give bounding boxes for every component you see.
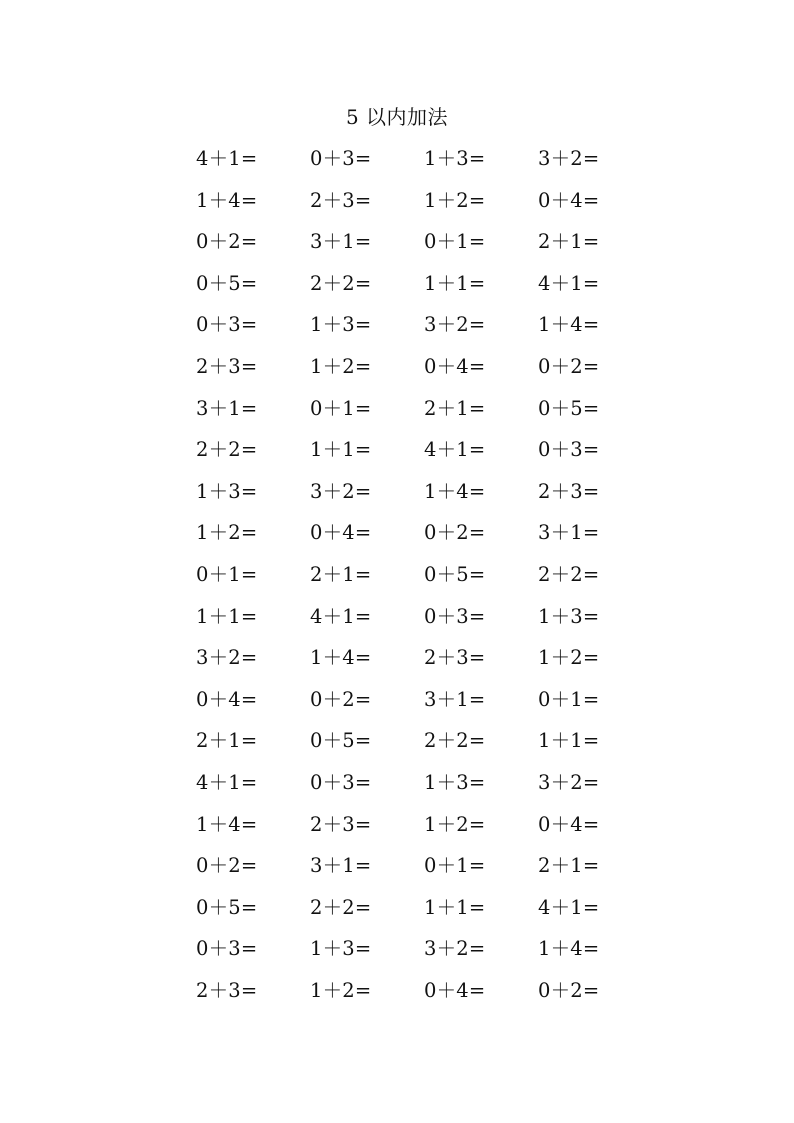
problem-cell: 0＋2=: [196, 854, 258, 878]
problem-cell: 0＋2=: [196, 230, 258, 254]
problem-cell: 0＋3=: [310, 147, 372, 170]
problem-cell: 3＋2=: [196, 646, 258, 670]
problem-cell: 2＋2=: [538, 562, 600, 586]
problem-cell: 1＋4=: [196, 812, 258, 836]
problem-cell: 3＋2=: [310, 479, 372, 503]
worksheet-title: 5 以内加法: [345, 105, 449, 129]
problem-cell: 3＋1=: [538, 521, 600, 545]
problem-cell: 0＋3=: [196, 937, 258, 961]
problem-cell: 1＋2=: [196, 521, 258, 545]
problem-cell: 0＋1=: [538, 687, 600, 711]
problem-cell: 1＋4=: [196, 188, 258, 212]
problem-cell: 3＋1=: [196, 396, 258, 420]
problem-cell: 0＋4=: [538, 812, 600, 836]
problem-cell: 1＋2=: [310, 978, 372, 1002]
problem-grid: [196, 145, 656, 1018]
problem-cell: 1＋1=: [310, 438, 372, 462]
problem-cell: 2＋3=: [310, 812, 372, 836]
problem-cell: 4＋1=: [538, 271, 600, 295]
problem-cell: 4＋1=: [538, 895, 600, 919]
problem-cell: 3＋1=: [424, 687, 486, 711]
problem-cell: 2＋3=: [424, 646, 486, 670]
problem-cell: 1＋1=: [538, 729, 600, 753]
problem-cell: 2＋1=: [310, 562, 372, 586]
problem-cell: 1＋3=: [196, 479, 258, 503]
problem-cell: 1＋4=: [538, 313, 600, 337]
problem-cell: 2＋1=: [538, 230, 600, 254]
problem-cell: 0＋2=: [424, 521, 486, 545]
problem-cell: 1＋4=: [538, 937, 600, 961]
problem-cell: 0＋3=: [310, 770, 372, 794]
problem-cell: 3＋2=: [424, 937, 486, 961]
problem-cell: 2＋2=: [196, 438, 258, 462]
problem-cell: 3＋2=: [538, 770, 600, 794]
problem-cell: 3＋2=: [538, 147, 600, 170]
problem-cell: 0＋4=: [424, 354, 486, 378]
problem-cell: 2＋3=: [538, 479, 600, 503]
problem-cell: 0＋5=: [310, 729, 372, 753]
problem-cell: 2＋2=: [310, 271, 372, 295]
problem-cell: 2＋1=: [196, 729, 258, 753]
problem-cell: 0＋5=: [538, 396, 600, 420]
problem-cell: 0＋2=: [310, 687, 372, 711]
problem-cell: 1＋4=: [424, 479, 486, 503]
problem-cell: 1＋2=: [538, 646, 600, 670]
problem-cell: 3＋2=: [424, 313, 486, 337]
problem-cell: 1＋3=: [538, 604, 600, 628]
problem-cell: 2＋3=: [196, 354, 258, 378]
problem-cell: 1＋2=: [424, 812, 486, 836]
problem-cell: 0＋3=: [424, 604, 486, 628]
problem-cell: 0＋5=: [424, 562, 486, 586]
problem-cell: 0＋1=: [424, 230, 486, 254]
problem-cell: 2＋1=: [424, 396, 486, 420]
problem-cell: 2＋1=: [538, 854, 600, 878]
problem-cell: 2＋2=: [310, 895, 372, 919]
problem-cell: 4＋1=: [196, 147, 258, 170]
problem-cell: 0＋2=: [538, 978, 600, 1002]
problem-cell: 0＋3=: [538, 438, 600, 462]
problem-cell: 0＋2=: [538, 354, 600, 378]
problem-cell: 3＋1=: [310, 230, 372, 254]
problem-cell: 1＋1=: [424, 895, 486, 919]
problem-cell: 0＋3=: [196, 313, 258, 337]
problem-cell: 0＋4=: [538, 188, 600, 212]
problem-cell: 2＋3=: [310, 188, 372, 212]
problem-cell: 4＋1=: [196, 770, 258, 794]
problem-cell: 0＋1=: [424, 854, 486, 878]
problem-cell: 1＋1=: [196, 604, 258, 628]
problem-cell: 2＋3=: [196, 978, 258, 1002]
problem-cell: 0＋1=: [196, 562, 258, 586]
problem-cell: 0＋4=: [196, 687, 258, 711]
problem-cell: 0＋4=: [424, 978, 486, 1002]
problem-cell: 1＋3=: [424, 147, 486, 170]
problem-cell: 4＋1=: [424, 438, 486, 462]
problem-cell: 1＋3=: [310, 313, 372, 337]
problem-cell: 0＋5=: [196, 271, 258, 295]
problem-cell: 1＋2=: [310, 354, 372, 378]
problem-cell: 1＋4=: [310, 646, 372, 670]
problem-cell: 0＋5=: [196, 895, 258, 919]
problem-cell: 1＋1=: [424, 271, 486, 295]
problem-cell: 1＋2=: [424, 188, 486, 212]
problem-cell: 4＋1=: [310, 604, 372, 628]
problem-cell: 0＋1=: [310, 396, 372, 420]
problem-cell: 1＋3=: [310, 937, 372, 961]
problem-cell: 2＋2=: [424, 729, 486, 753]
problem-cell: 0＋4=: [310, 521, 372, 545]
problem-cell: 3＋1=: [310, 854, 372, 878]
problem-cell: 1＋3=: [424, 770, 486, 794]
